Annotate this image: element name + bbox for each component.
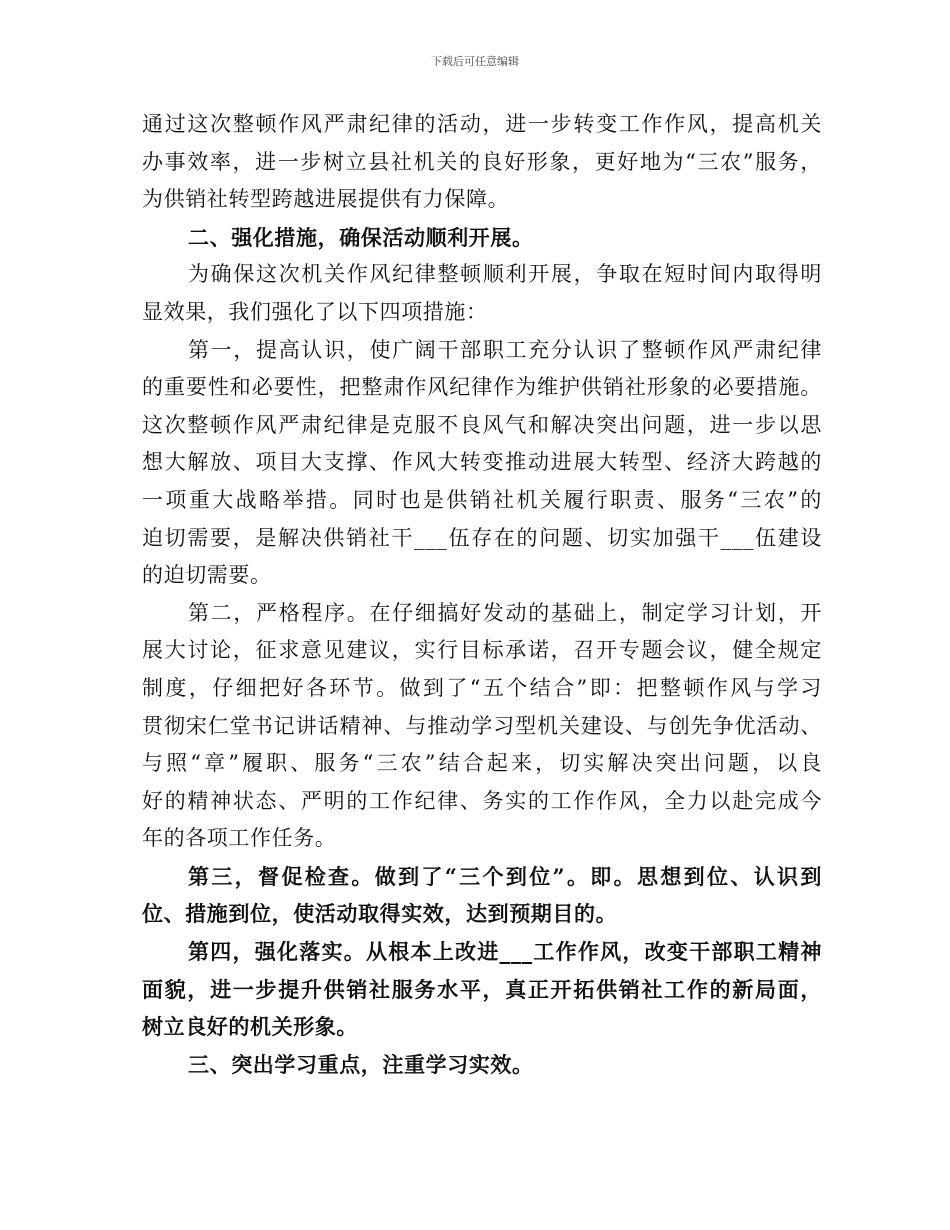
paragraph-line: 办事效率，进一步树立县社机关的良好形象，更好地为“三农”服务， (142, 149, 822, 174)
page-header-note: 下载后可任意编辑 (431, 55, 519, 68)
document-body (142, 106, 822, 1083)
paragraph-line: 展大讨论，征求意见建议，实行目标承诺，召开专题会议，健全规定 (142, 638, 822, 663)
paragraph-line: 第二，严格程序。在仔细搞好发动的基础上，制定学习计划，开 (188, 600, 822, 625)
paragraph-line: 这次整顿作风严肃纪律是克服不良风气和解决突出问题，进一步以思 (142, 412, 822, 437)
paragraph-line: 贯彻宋仁堂书记讲话精神、与推动学习型机关建设、与创先争优活动、 (142, 713, 822, 738)
paragraph-line-bold: 树立良好的机关形象。 (142, 1014, 358, 1040)
paragraph-line: 为确保这次机关作风纪律整顿顺利开展，争取在短时间内取得明 (188, 262, 822, 287)
section-heading: 二、强化措施，确保活动顺利开展。 (188, 224, 534, 250)
paragraph-line: 第一，提高认识，使广阔干部职工充分认识了整顿作风严肃纪律 (188, 337, 822, 362)
paragraph-line: 制度，仔细把好各环节。做到了“五个结合”即：把整顿作风与学习 (142, 675, 822, 700)
paragraph-line: 年的各项工作任务。 (142, 826, 337, 851)
paragraph-line: 一项重大战略举措。同时也是供销社机关履行职责、服务“三农”的 (142, 487, 822, 512)
paragraph-line: 显效果，我们强化了以下四项措施： (142, 299, 488, 324)
paragraph-line: 好的精神状态、严明的工作纪律、务实的工作作风，全力以赴完成今 (142, 788, 822, 813)
paragraph-line: 为供销社转型跨越进展提供有力保障。 (142, 187, 510, 212)
paragraph-line-bold: 第三，督促检查。做到了“三个到位”。即。思想到位、认识到 (188, 863, 822, 889)
paragraph-line: 的重要性和必要性，把整肃作风纪律作为维护供销社形象的必要措施。 (142, 375, 822, 400)
paragraph-line: 的迫切需要。 (142, 563, 272, 588)
paragraph-line: 与照“章”履职、服务“三农”结合起来，切实解决突出问题，以良 (142, 751, 822, 776)
paragraph-line-bold: 面貌，进一步提升供销社服务水平，真正开拓供销社工作的新局面， (142, 976, 822, 1002)
section-heading: 三、突出学习重点，注重学习实效。 (188, 1051, 534, 1077)
paragraph-line: 想大解放、项目大支撑、作风大转变推动进展大转型、经济大跨越的 (142, 450, 822, 475)
paragraph-line-bold: 位、措施到位，使活动取得实效，达到预期目的。 (142, 901, 618, 927)
paragraph-line-bold: 第四，强化落实。从根本上改进___工作作风，改变干部职工精神 (188, 939, 822, 965)
paragraph-line: 通过这次整顿作风严肃纪律的活动，进一步转变工作作风，提高机关 (142, 112, 822, 136)
paragraph-line: 迫切需要，是解决供销社干___伍存在的问题、切实加强干___伍建设 (142, 525, 822, 550)
